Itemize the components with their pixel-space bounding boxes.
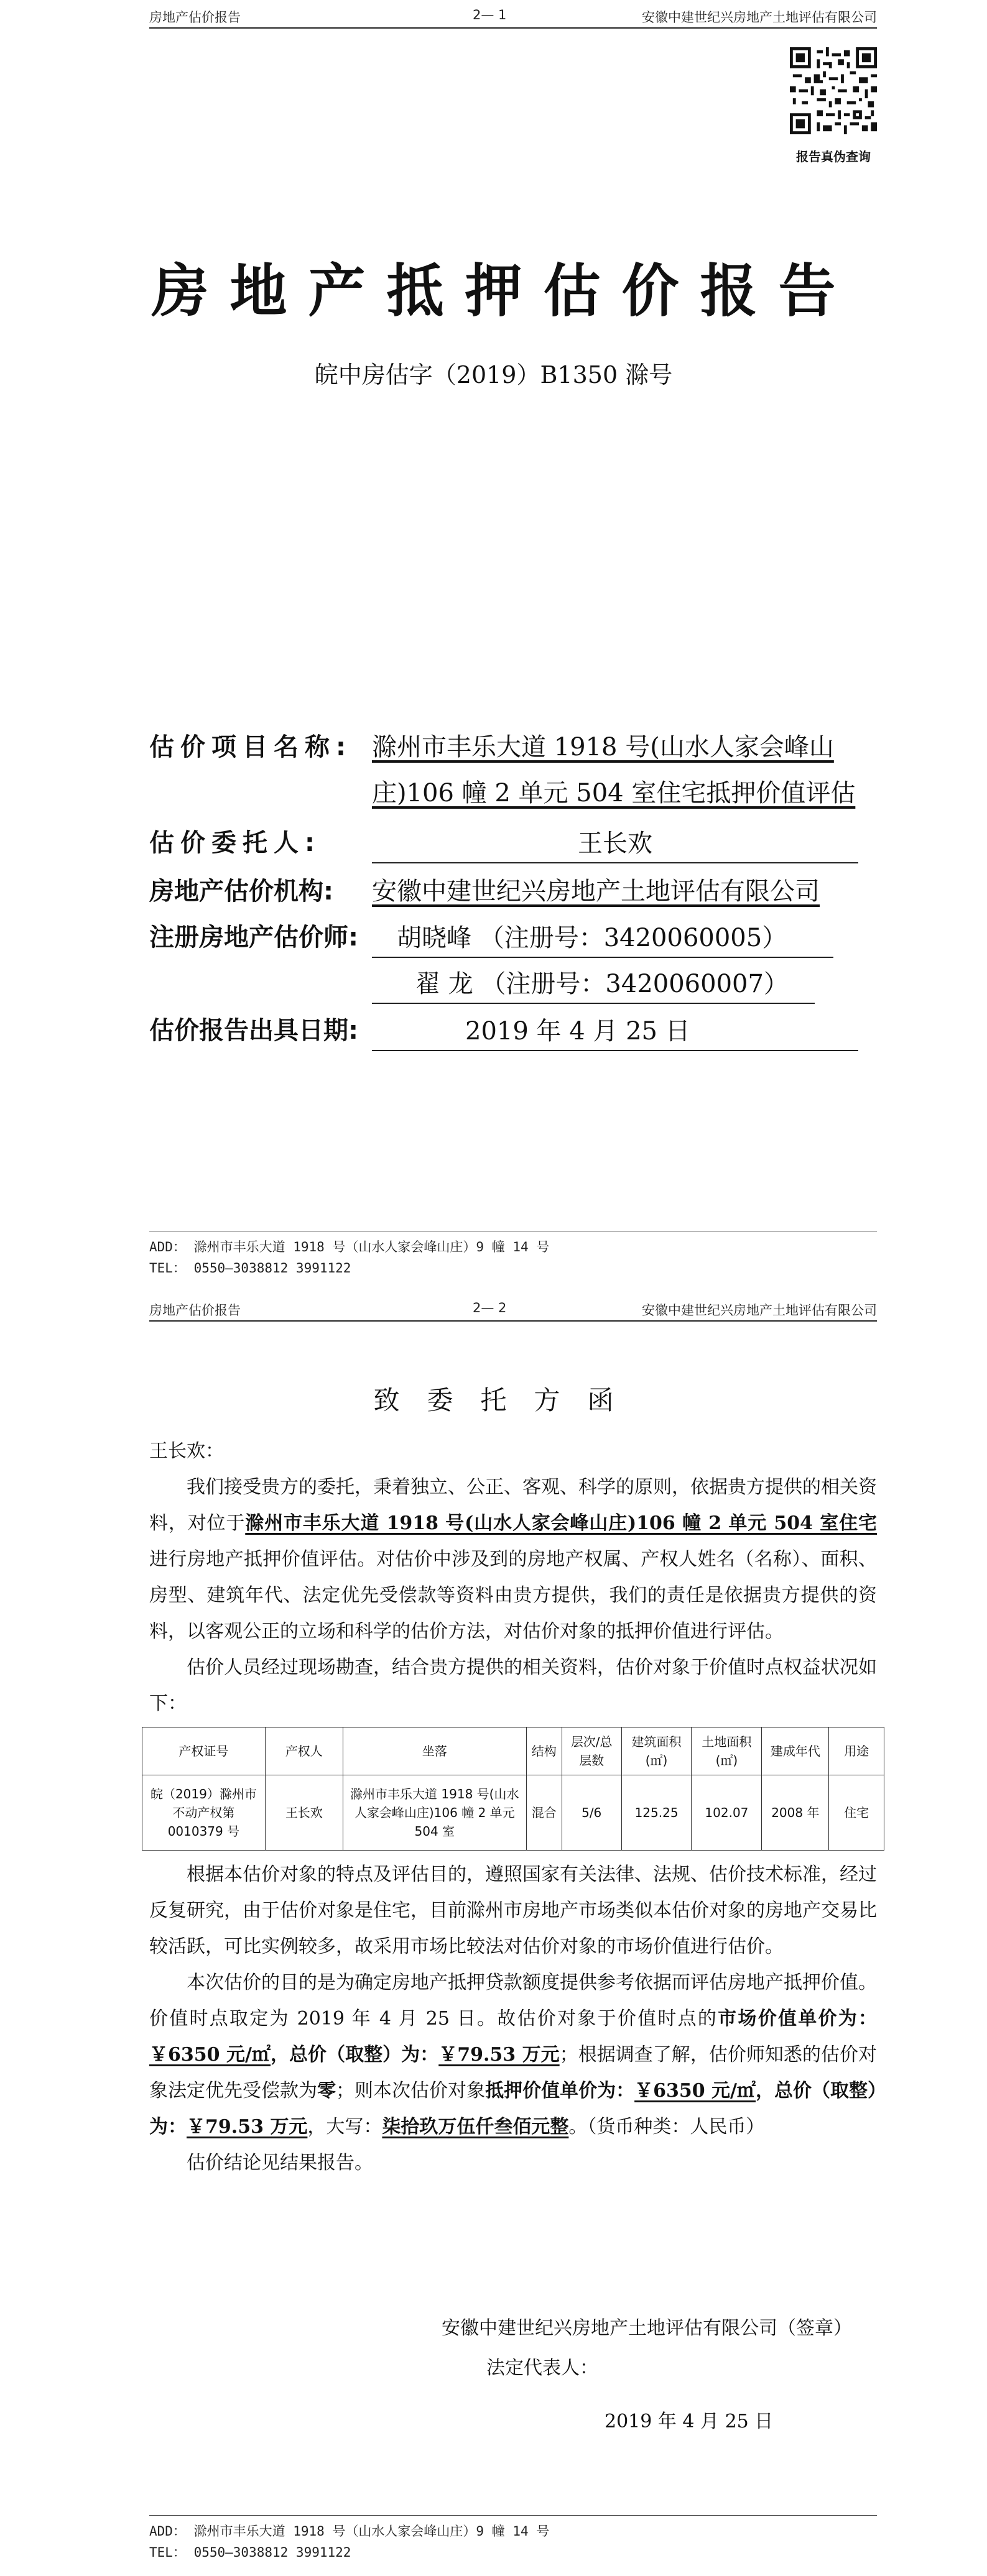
table-cell: 102.07: [692, 1775, 762, 1851]
paragraph-method: 根据本估价对象的特点及评估目的，遵照国家有关法律、法规、估价技术标准，经过反复研究，由于估价对象是住宅，目前滁州市房地产市场类似本估价对象的房地产交易比较活跃，可比实例较多，故采用市场比较法对估价对象的市场价值进行估价。: [149, 1864, 877, 1957]
table-row: [142, 1775, 884, 1851]
letter-page: [0, 1293, 987, 2576]
salutation: 王长欢：: [149, 1440, 224, 1462]
issue-date-label: 估价报告出具日期:: [149, 1016, 358, 1045]
running-header: [149, 1293, 877, 1322]
table-header-cell: 用途: [829, 1727, 884, 1775]
issue-date-value: 2019 年 4 月 25 日: [372, 1013, 858, 1051]
market-total-price: ￥79.53 万元: [438, 2044, 560, 2066]
table-header-row: [142, 1727, 884, 1775]
table-cell: 125.25: [621, 1775, 692, 1851]
project-name-row-2: [149, 770, 864, 816]
agency-value: 安徽中建世纪兴房地产土地评估有限公司: [372, 877, 820, 906]
letter-body: [149, 1433, 877, 2181]
letter-title: 致委托方函: [373, 1385, 641, 1415]
header-left-text: 房地产估价报告: [149, 1303, 241, 1318]
appraiser-row: [149, 914, 864, 960]
client-value: 王长欢: [372, 825, 858, 863]
report-title: 房地产抵押估价报告: [151, 257, 857, 324]
appraiser-label: 注册房地产估价师:: [149, 923, 358, 952]
appraiser-row-2: [149, 960, 864, 1004]
header-page-number: 2— 1: [473, 7, 507, 22]
paragraph-conclusion: 估价结论见结果报告。: [187, 2152, 373, 2174]
paragraph-commission: 我们接受贵方的委托，秉着独立、公正、客观、科学的原则，依据贵方提供的相关资料，对位于滁州市丰乐大道 1918 号(山水人家会峰山庄)106 幢 2 单元 504 室住宅进行房地产抵押价值评估。对估价中涉及到的房地产权属、产权人姓名（名称）、面积、房型、建筑年代、法定优先受偿款等资料由贵方提供，我们的责任是依据贵方提供的资料，以客观公正的立场和科学的估价方法，对估价对象的抵押价值进行评估。: [149, 1476, 877, 1642]
qr-code-icon[interactable]: [790, 47, 877, 134]
paragraph-valuation: 本次估价的目的是为确定房地产抵押贷款额度提供参考依据而评估房地产抵押价值。价值时点取定为 2019 年 4 月 25 日。故估价对象于价值时点的市场价值单价为：￥6350 元/㎡，总价（取整）为：￥79.53 万元；根据调查了解，估价师知悉的估价对象法定优先受偿款为零；则本次估价对象抵押价值单价为：￥6350 元/㎡，总价（取整）为：￥79.53 万元，大写：柒拾玖万伍仟叁佰元整。（货币种类：人民币）: [149, 1972, 878, 2138]
table-header-cell: 产权人: [265, 1727, 343, 1775]
table-cell: 住宅: [829, 1775, 884, 1851]
project-name-label: 估价项目名称:: [149, 733, 352, 761]
legal-representative: 法定代表人：: [486, 2357, 598, 2379]
table-header-cell: 产权证号: [142, 1727, 266, 1775]
issue-date-row: [149, 1008, 864, 1054]
mortgage-total-price: ￥79.53 万元: [187, 2116, 308, 2138]
footer-address: ADD： 滁州市丰乐大道 1918 号（山水人家会峰山庄）9 幢 14 号: [149, 2524, 550, 2539]
table-cell: 5/6: [562, 1775, 621, 1851]
table-header-cell: 建成年代: [762, 1727, 829, 1775]
signature-date: 2019 年 4 月 25 日: [605, 2411, 774, 2432]
footer-address: ADD： 滁州市丰乐大道 1918 号（山水人家会峰山庄）9 幢 14 号: [149, 1240, 550, 1254]
page-footer: [149, 1231, 877, 1279]
amount-in-words: 柒拾玖万伍仟叁佰元整: [382, 2116, 569, 2138]
market-unit-price: ￥6350 元/㎡: [149, 2044, 271, 2066]
paragraph-survey: 估价人员经过现场勘查，结合贵方提供的相关资料，估价对象于价值时点权益状况如下：: [149, 1657, 877, 1714]
table-header-cell: 建筑面积(㎡): [621, 1727, 692, 1775]
appraiser-2: 翟 龙 （注册号：3420060007）: [372, 965, 815, 1004]
table-cell: 滁州市丰乐大道 1918 号(山水人家会峰山庄)106 幢 2 单元 504 室: [343, 1775, 526, 1851]
mortgage-unit-price: ￥6350 元/㎡: [634, 2080, 756, 2102]
property-rights-table: [142, 1727, 884, 1851]
table-cell: 2008 年: [762, 1775, 829, 1851]
project-name-value: [372, 724, 864, 770]
property-address: 滁州市丰乐大道 1918 号(山水人家会峰山庄)106 幢 2 单元 504 室住宅: [245, 1512, 877, 1534]
table-header-cell: 坐落: [343, 1727, 526, 1775]
header-company-name: 安徽中建世纪兴房地产土地评估有限公司: [642, 1303, 877, 1318]
footer-telephone: TEL： 0550—3038812 3991122: [149, 1261, 351, 1276]
header-left-text: 房地产估价报告: [149, 10, 241, 25]
signature-block: [149, 2312, 877, 2455]
page-footer: [149, 2515, 877, 2563]
header-company-name: 安徽中建世纪兴房地产土地评估有限公司: [642, 10, 877, 25]
table-header-cell: 土地面积(㎡): [692, 1727, 762, 1775]
qr-caption: 报告真伪查询: [796, 149, 871, 164]
running-header: [149, 0, 877, 29]
appraiser-1: 胡晓峰 （注册号：3420060005）: [372, 919, 833, 958]
agency-label: 房地产估价机构:: [149, 877, 333, 906]
footer-telephone: TEL： 0550—3038812 3991122: [149, 2545, 351, 2560]
agency-row: [149, 868, 864, 914]
document-number: 皖中房估字（2019）B1350 滁号: [314, 361, 673, 389]
signature-company: 安徽中建世纪兴房地产土地评估有限公司（签章）: [442, 2317, 852, 2339]
table-cell: 皖（2019）滁州市不动产权第0010379 号: [142, 1775, 266, 1851]
client-row: [149, 820, 864, 866]
project-name-line1: 滁州市丰乐大道 1918 号(山水人家会峰山: [372, 733, 834, 761]
header-page-number: 2— 2: [473, 1300, 507, 1315]
table-cell: 王长欢: [265, 1775, 343, 1851]
cover-info-block: [149, 724, 864, 1054]
table-header-cell: 结构: [526, 1727, 562, 1775]
table-header-cell: 层次/总层数: [562, 1727, 621, 1775]
project-name-line2: 庄)106 幢 2 单元 504 室住宅抵押价值评估: [372, 779, 856, 807]
table-cell: 混合: [526, 1775, 562, 1851]
client-label: 估价委托人:: [149, 829, 321, 857]
project-name-row: [149, 724, 864, 770]
